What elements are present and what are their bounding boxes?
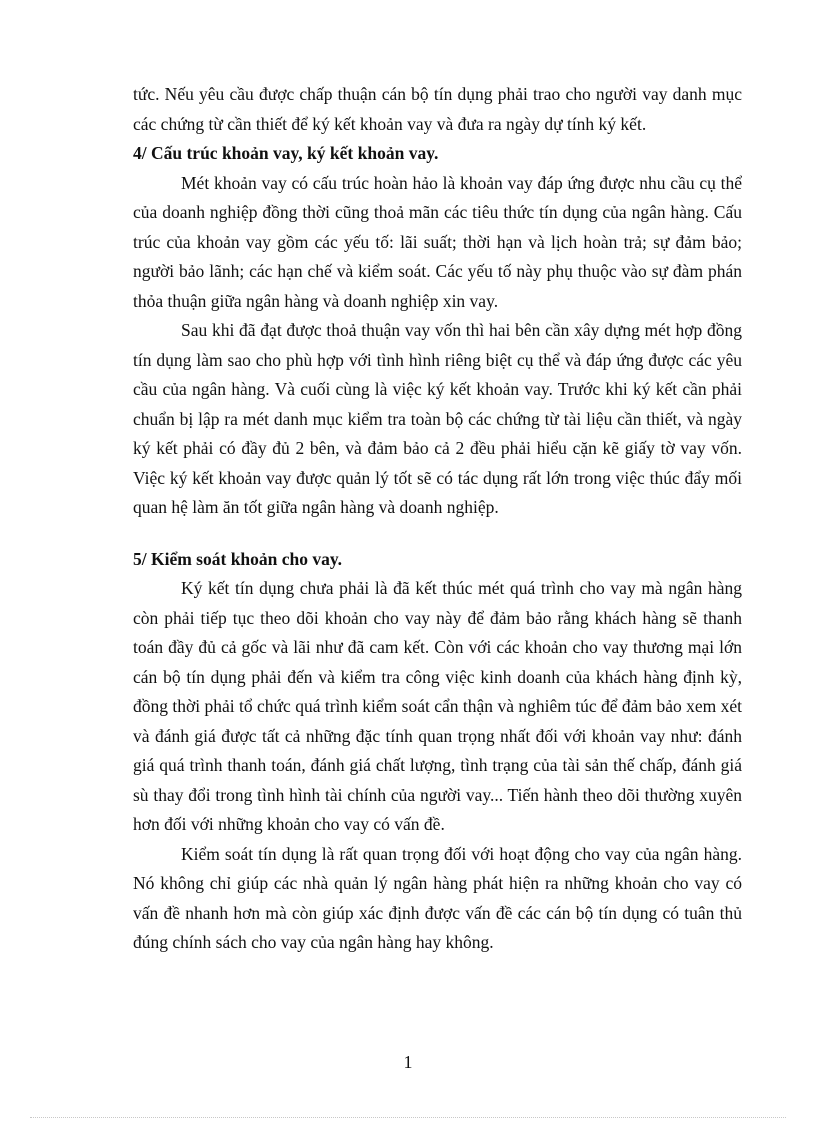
body-paragraph: Ký kết tín dụng chưa phải là đã kết thúc mét quá trình cho vay mà ngân hàng còn phải tiếp tục theo dõi khoản cho vay này để đảm bảo rằng khách hàng sẽ thanh toán đầy đủ cả gốc và lãi như đã cam kết. Còn với các khoản cho vay thương mại lớn cán bộ tín dụng phải đến và kiểm tra công việc kinh doanh của khách hàng định kỳ, đồng thời phải tổ chức quá trình kiểm soát cẩn thận và nghiêm túc để đảm bảo xem xét và đánh giá được tất cả những đặc tính quan trọng nhất đối với khoản vay như: đánh giá quá trình thanh toán, đánh giá chất lượng, tình trạng của tài sản thế chấp, đánh giá sù thay đổi trong tình hình tài chính của người vay... Tiến hành theo dõi thường xuyên hơn đối với những khoản cho vay có vấn đề. xyxy=(133,578,742,834)
section-heading: 4/ Cấu trúc khoản vay, ký kết khoản vay. xyxy=(133,143,439,163)
page-number: 1 xyxy=(403,1052,413,1072)
footer-divider xyxy=(30,1117,786,1118)
document-body xyxy=(133,80,742,958)
section-heading: 5/ Kiểm soát khoản cho vay. xyxy=(133,548,343,569)
body-paragraph: Sau khi đã đạt được thoả thuận vay vốn thì hai bên cần xây dựng mét hợp đồng tín dụng làm sao cho phù hợp với tình hình riêng biệt cụ thể và đáp ứng được các yêu cầu của ngân hàng. Và cuối cùng là việc ký kết khoản vay. Trước khi ký kết cần phải chuẩn bị lập ra mét danh mục kiểm tra toàn bộ các chứng từ tài liệu cần thiết, và ngày ký kết phải có đầy đủ 2 bên, và đảm bảo cả 2 đều phải hiểu cặn kẽ giấy tờ vay vốn. Việc ký kết khoản vay được quản lý tốt sẽ có tác dụng rất lớn trong việc thúc đẩy mối quan hệ làm ăn tốt giữa ngân hàng và doanh nghiệp. xyxy=(133,320,742,517)
paragraph-spacer xyxy=(133,523,742,545)
body-paragraph: Mét khoản vay có cấu trúc hoàn hảo là khoản vay đáp ứng được nhu cầu cụ thể của doanh nghiệp đồng thời cũng thoả mãn các tiêu thức tín dụng của ngân hàng. Cấu trúc của khoản vay gồm các yếu tố: lãi suất; thời hạn và lịch hoàn trả; sự đảm bảo; người bảo lãnh; các hạn chế và kiểm soát. Các yếu tố này phụ thuộc vào sự đàm phán thỏa thuận giữa ngân hàng và doanh nghiệp xin vay. xyxy=(133,172,742,311)
body-paragraph: Kiểm soát tín dụng là rất quan trọng đối với hoạt động cho vay của ngân hàng. Nó không chỉ giúp các nhà quản lý ngân hàng phát hiện ra những khoản cho vay có vấn đề nhanh hơn mà còn giúp xác định được vấn đề các cán bộ tín dụng có tuân thủ đúng chính sách cho vay của ngân hàng hay không. xyxy=(133,843,742,952)
body-paragraph: tức. Nếu yêu cầu được chấp thuận cán bộ tín dụng phải trao cho người vay danh mục các chứng từ cần thiết để ký kết khoản vay và đưa ra ngày dự tính ký kết. xyxy=(133,84,742,134)
